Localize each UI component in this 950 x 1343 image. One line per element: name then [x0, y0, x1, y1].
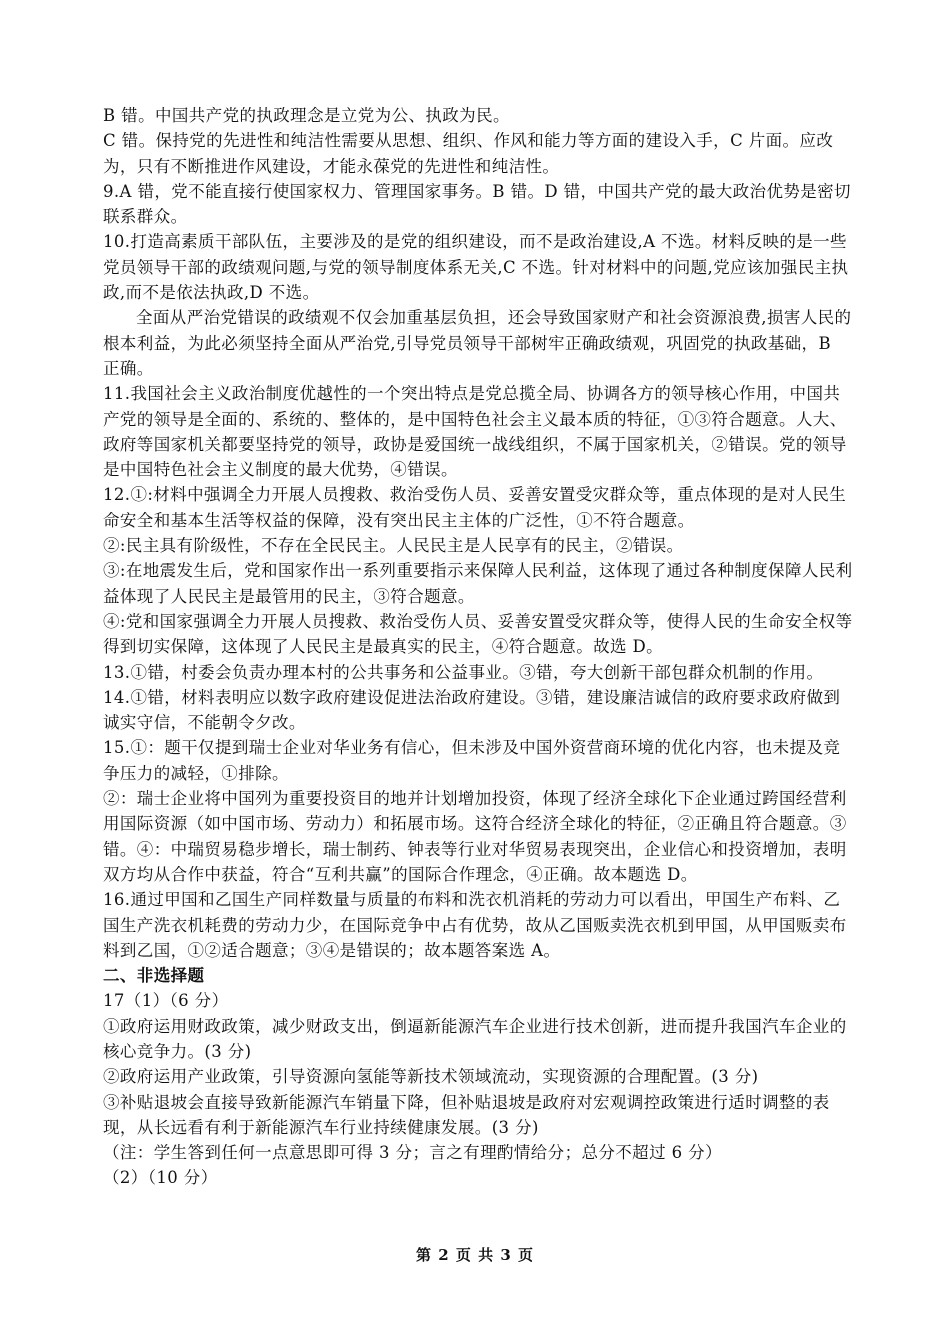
answer-17-1-point-3: ③补贴退坡会直接导致新能源汽车销量下降，但补贴退坡是政府对宏观调控政策进行适时调整的表现，从长远看有利于新能源汽车行业持续健康发展。(3 分): [103, 1092, 830, 1137]
answer-17-1-point-1: ①政府运用财政政策，减少财政支出，倒逼新能源汽车企业进行技术创新，进而提升我国汽车企业的核心竞争力。(3 分): [103, 1016, 847, 1061]
answer-12-4: ④:党和国家强调全力开展人员搜救、救治受伤人员、妥善安置受灾群众等，使得人民的生命安全权等得到切实保障，这体现了人民民主是最真实的民主，④符合题意。故选 D。: [103, 611, 853, 657]
answer-16: 16.通过甲国和乙国生产同样数量与质量的布料和洗衣机消耗的劳动力可以看出，甲国生产布料、乙国生产洗衣机耗费的劳动力少，在国际竞争中占有优势，故从乙国贩卖洗衣机到甲国，从甲国贩卖布料到乙国，①②适合题意；③④是错误的；故本题答案选 A。: [103, 890, 847, 960]
answer-12-2: ②:民主具有阶级性，不存在全民民主。人民民主是人民享有的民主，②错误。: [103, 536, 684, 556]
answer-15-1: 15.①：题干仅提到瑞士企业对华业务有信心，但未涉及中国外资营商环境的优化内容，也未提及竞争压力的减轻，①排除。: [103, 738, 841, 783]
answer-12-3: ③:在地震发生后，党和国家作出一系列重要指示来保障人民利益，这体现了通过各种制度保障人民利益体现了人民民主是最管用的民主，③符合题意。: [103, 561, 853, 606]
answer-14: 14.①错，材料表明应以数字政府建设促进法治政府建设。③错，建设廉洁诚信的政府要求政府做到诚实守信，不能朝令夕改。: [103, 687, 841, 733]
answer-8b: B 错。中国共产党的执政理念是立党为公、执政为民。: [103, 106, 510, 125]
answer-text: [103, 103, 853, 1191]
answer-10: 10.打造高素质干部队伍，主要涉及的是党的组织建设，而不是政治建设,A 不选。材料反映的是一些党员领导干部的政绩观问题,与党的领导制度体系无关,C 不选。针对材料中的问题,党应该加强民主执政,而不是依法执政,D 不选。: [103, 232, 849, 303]
answer-9: 9.A 错，党不能直接行使国家权力、管理国家事务。B 错。D 错，中国共产党的最大政治优势是密切联系群众。: [103, 181, 851, 227]
answer-17-2-title: （2）（10 分）: [103, 1168, 218, 1188]
answer-17-1-note: （注：学生答到任何一点意思即可得 3 分；言之有理酌情给分；总分不超过 6 分）: [103, 1143, 722, 1163]
section-heading: 二、非选择题: [103, 966, 205, 986]
answer-13: 13.①错，村委会负责办理本村的公共事务和公益事业。③错，夸大创新干部包群众机制的作用。: [103, 662, 824, 682]
answer-8c: C 错。保持党的先进性和纯洁性需要从思想、组织、作风和能力等方面的建设入手，C 片面。应改为，只有不断推进作风建设，才能永葆党的先进性和纯洁性。: [103, 131, 834, 176]
answer-15-2: ②：瑞士企业将中国列为重要投资目的地并计划增加投资，体现了经济全球化下企业通过跨国经营利用国际资源（如中国市场、劳动力）和拓展市场。这符合经济全球化的特征，②正确且符合题意。③错。④：中瑞贸易稳步增长，瑞士制药、钟表等行业对华贸易表现突出，企业信心和投资增加，表明双方均从合作中获益，符合“互利共赢”的国际合作理念，④正确。故本题选 D。: [103, 789, 847, 884]
answer-12-1: 12.①:材料中强调全力开展人员搜救、救治受伤人员、妥善安置受灾群众等，重点体现的是对人民生命安全和基本生活等权益的保障，没有突出民主主体的广泛性，①不符合题意。: [103, 485, 847, 530]
answer-10-detail: 全面从严治党错误的政绩观不仅会加重基层负担，还会导致国家财产和社会资源浪费,损害人民的根本利益，为此必须坚持全面从严治党,引导党员领导干部树牢正确政绩观，巩固党的执政基础，B 正确。: [103, 308, 852, 378]
page-footer: 第 2 页 共 3 页: [416, 1246, 534, 1264]
answer-11: 11.我国社会主义政治制度优越性的一个突出特点是党总揽全局、协调各方的领导核心作用，中国共产党的领导是全面的、系统的、整体的，是中国特色社会主义最本质的特征，①③符合题意。人大、政府等国家机关都要坚持党的领导，政协是爱国统一战线组织，不属于国家机关，②错误。党的领导是中国特色社会主义制度的最大优势，④错误。: [103, 384, 847, 480]
answer-17-1-point-2: ②政府运用产业政策，引导资源向氢能等新技术领域流动，实现资源的合理配置。(3 分): [103, 1067, 759, 1087]
answer-17-1-title: 17（1）（6 分）: [103, 991, 229, 1011]
